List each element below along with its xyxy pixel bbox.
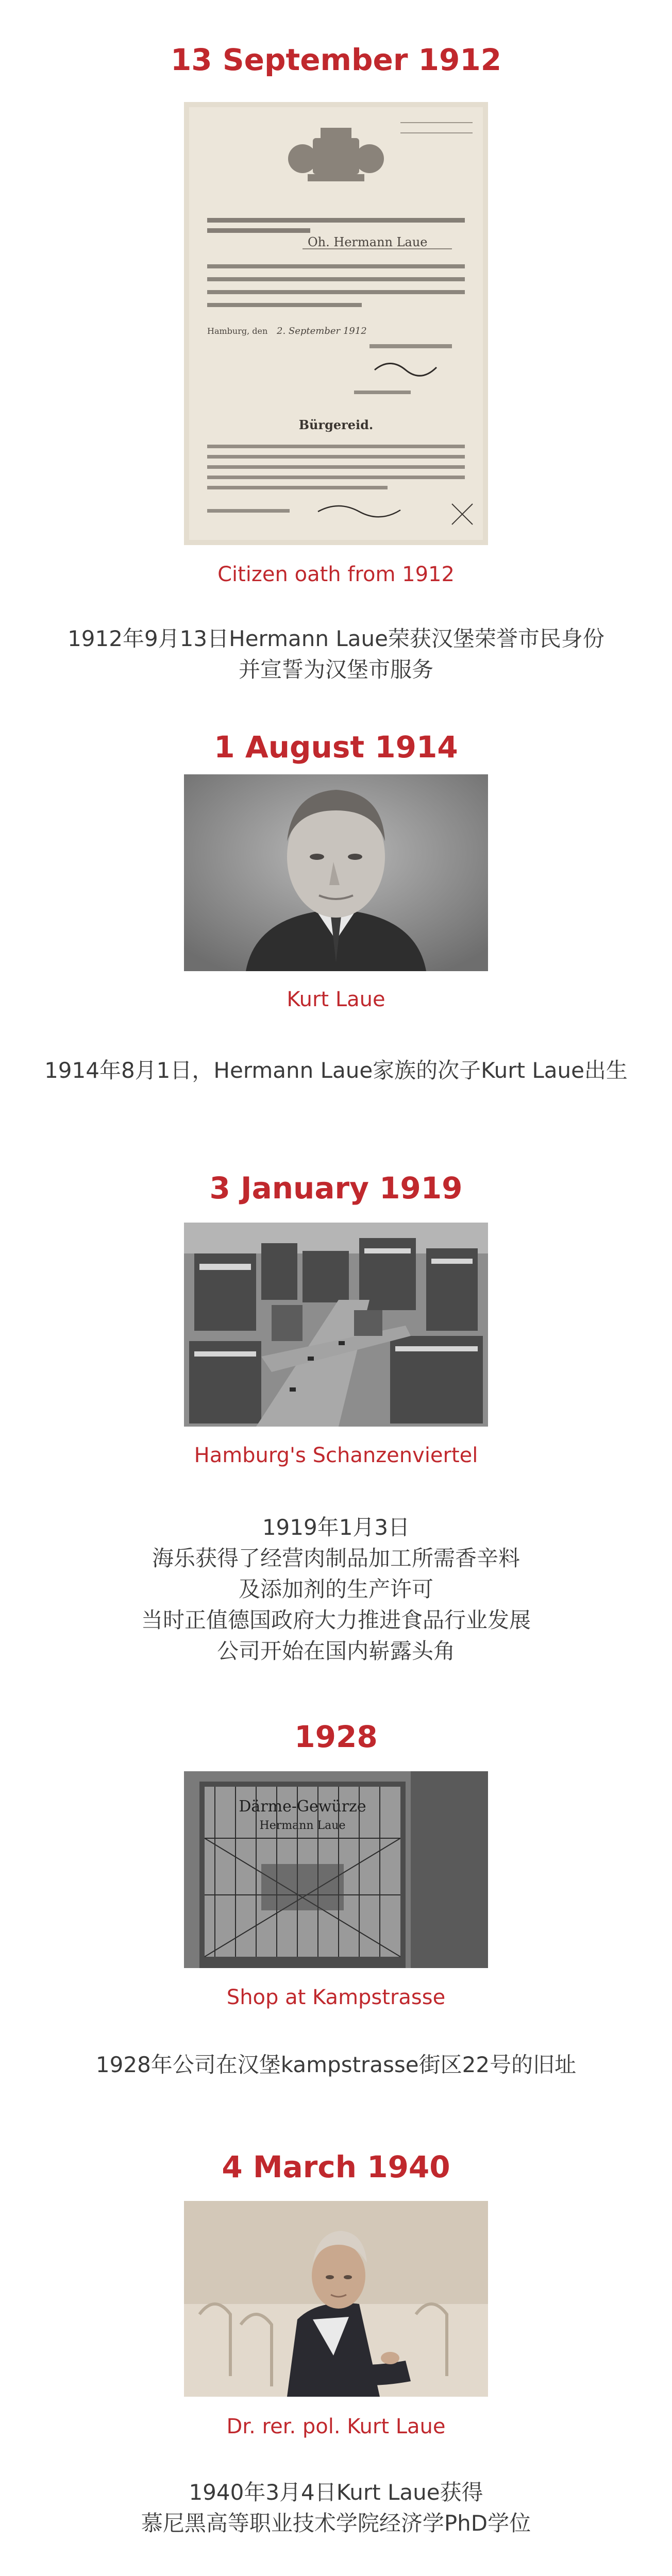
description-line: 1919年1月3日	[262, 1515, 410, 1540]
entry-description	[0, 2477, 672, 2539]
description-line: 当时正值德国政府大力推进食品行业发展	[141, 1607, 531, 1633]
entry-description	[0, 1512, 672, 1667]
schanzenviertel-aerial-image	[184, 1223, 488, 1427]
document-date-field: 2. September 1912	[277, 326, 367, 336]
entry-caption: Citizen oath from 1912	[217, 563, 455, 586]
entry-caption: Hamburg's Schanzenviertel	[194, 1444, 478, 1467]
entry-description	[0, 1055, 672, 1086]
entry-caption: Shop at Kampstrasse	[226, 1986, 446, 2009]
description-line: 1928年公司在汉堡kampstrasse街区22号的旧址	[95, 2052, 577, 2077]
dr-kurt-laue-seated-image	[184, 2201, 488, 2397]
entry-caption: Kurt Laue	[287, 988, 385, 1011]
description-line: 慕尼黑高等职业技术学院经济学PhD学位	[141, 2511, 531, 2536]
document-name-field: Oh. Hermann Laue	[308, 235, 428, 249]
entry-description	[0, 2049, 672, 2080]
description-line: 1940年3月4日Kurt Laue获得	[189, 2480, 483, 2505]
document-heading: Bürgereid.	[298, 417, 374, 432]
kampstrasse-shop-image	[184, 1771, 488, 1968]
entry-description	[0, 623, 672, 685]
entry-date: 4 March 1940	[222, 2149, 450, 2184]
document-place: Hamburg, den	[207, 326, 268, 336]
description-line: 海乐获得了经营肉制品加工所需香辛料	[152, 1546, 520, 1571]
description-line: 及添加剂的生产许可	[238, 1577, 433, 1602]
entry-date: 1928	[294, 1719, 378, 1754]
kurt-laue-portrait-image	[184, 774, 488, 971]
description-line: 公司开始在国内崭露头角	[216, 1638, 455, 1664]
entry-caption: Dr. rer. pol. Kurt Laue	[226, 2415, 446, 2438]
description-line: 1914年8月1日，Hermann Laue家族的次子Kurt Laue出生	[44, 1058, 628, 1083]
shop-sign-line-2: Hermann Laue	[259, 1819, 346, 1832]
description-line: 并宣誓为汉堡市服务	[238, 657, 433, 682]
description-line: 1912年9月13日Hermann Laue荣获汉堡荣誉市民身份	[68, 626, 604, 651]
entry-date: 1 August 1914	[214, 730, 458, 765]
citizen-oath-document-image	[184, 102, 488, 545]
shop-sign-line-1: Därme-Gewürze	[239, 1798, 366, 1816]
entry-date: 13 September 1912	[170, 42, 502, 77]
entry-date: 3 January 1919	[209, 1171, 463, 1206]
